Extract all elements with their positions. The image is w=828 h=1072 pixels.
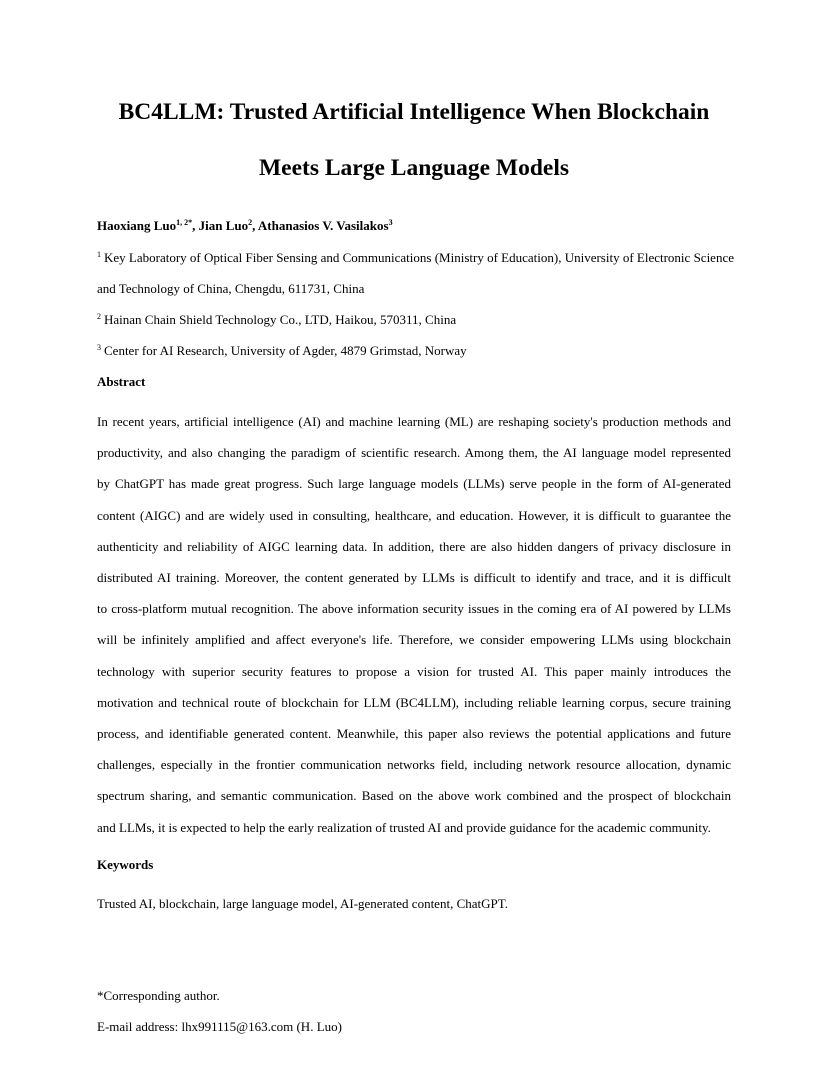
keywords-heading: Keywords <box>97 857 154 872</box>
abstract-line: authenticity and reliability of AIGC learning data. In addition, there are also hidden dangers of privacy disclosure in <box>97 538 731 554</box>
author-list <box>97 218 393 234</box>
abstract-line: challenges, especially in the frontier communication networks field, including network resource allocation, dynamic <box>97 757 731 773</box>
abstract-line: spectrum sharing, and semantic communication. Based on the above work combined and the prospect of blockchain <box>97 788 731 804</box>
author-affiliation-mark: 1, 2* <box>176 218 193 227</box>
abstract-line: technology with superior security features to propose a vision for trusted AI. This paper mainly introduces the <box>97 663 731 679</box>
abstract-line: and LLMs, it is expected to help the early realization of trusted AI and provide guidance for the academic community. <box>97 819 711 835</box>
paper-title-line-2: Meets Large Language Models <box>258 155 570 181</box>
author-separator: , <box>252 218 258 233</box>
author-separator: , <box>192 218 199 233</box>
abstract-line: will be infinitely amplified and affect everyone's life. Therefore, we consider empowering LLMs using blockchain <box>97 632 731 648</box>
affiliation-text: Key Laboratory of Optical Fiber Sensing and Communications (Ministry of Education), University of Electronic Science and Technology of China, Chengdu, 611731, China <box>97 250 734 296</box>
affiliation-text: Hainan Chain Shield Technology Co., LTD, Haikou, 570311, China <box>104 312 457 327</box>
affiliation-number: 3 <box>97 343 101 352</box>
abstract-line: to cross-platform mutual recognition. The above information security issues in the coming era of AI powered by LLMs <box>97 601 731 617</box>
affiliation-2 <box>97 304 737 335</box>
abstract-line: process, and identifiable generated content. Meanwhile, this paper also reviews the potential applications and future <box>97 726 731 742</box>
affiliation-number: 2 <box>97 312 101 321</box>
contact-email: E-mail address: lhx991115@163.com (H. Luo) <box>97 1019 342 1034</box>
affiliation-3 <box>97 335 737 366</box>
author-name: Jian Luo <box>198 218 249 233</box>
abstract-line: distributed AI training. Moreover, the content generated by LLMs is difficult to identify and trace, and it is difficult <box>97 570 731 586</box>
abstract-body <box>97 406 731 843</box>
author-name: Haoxiang Luo <box>97 218 177 233</box>
abstract-heading: Abstract <box>97 374 146 389</box>
author-name: Athanasios V. Vasilakos <box>257 218 389 233</box>
keywords-text: Trusted AI, blockchain, large language model, AI-generated content, ChatGPT. <box>97 896 508 911</box>
abstract-line: In recent years, artificial intelligence (AI) and machine learning (ML) are reshaping society's production methods and <box>97 414 731 429</box>
affiliation-number: 1 <box>97 250 101 259</box>
abstract-line: by ChatGPT has made great progress. Such large language models (LLMs) serve people in the form of AI-generated <box>97 476 731 492</box>
abstract-line: productivity, and also changing the paradigm of scientific research. Among them, the AI language model represented <box>97 445 731 461</box>
affiliation-text: Center for AI Research, University of Agder, 4879 Grimstad, Norway <box>104 343 467 358</box>
corresponding-author-note: *Corresponding author. <box>97 988 220 1003</box>
abstract-line: content (AIGC) and are widely used in consulting, healthcare, and education. However, it is difficult to guarantee the <box>97 507 731 523</box>
author-affiliation-mark: 2 <box>248 218 253 227</box>
abstract-line: motivation and technical route of blockchain for LLM (BC4LLM), including reliable learning corpus, secure training <box>97 694 731 710</box>
author-affiliation-mark: 3 <box>388 218 393 227</box>
affiliation-1 <box>97 242 737 304</box>
paper-title-line-1: BC4LLM: Trusted Artificial Intelligence When Blockchain <box>118 99 710 125</box>
